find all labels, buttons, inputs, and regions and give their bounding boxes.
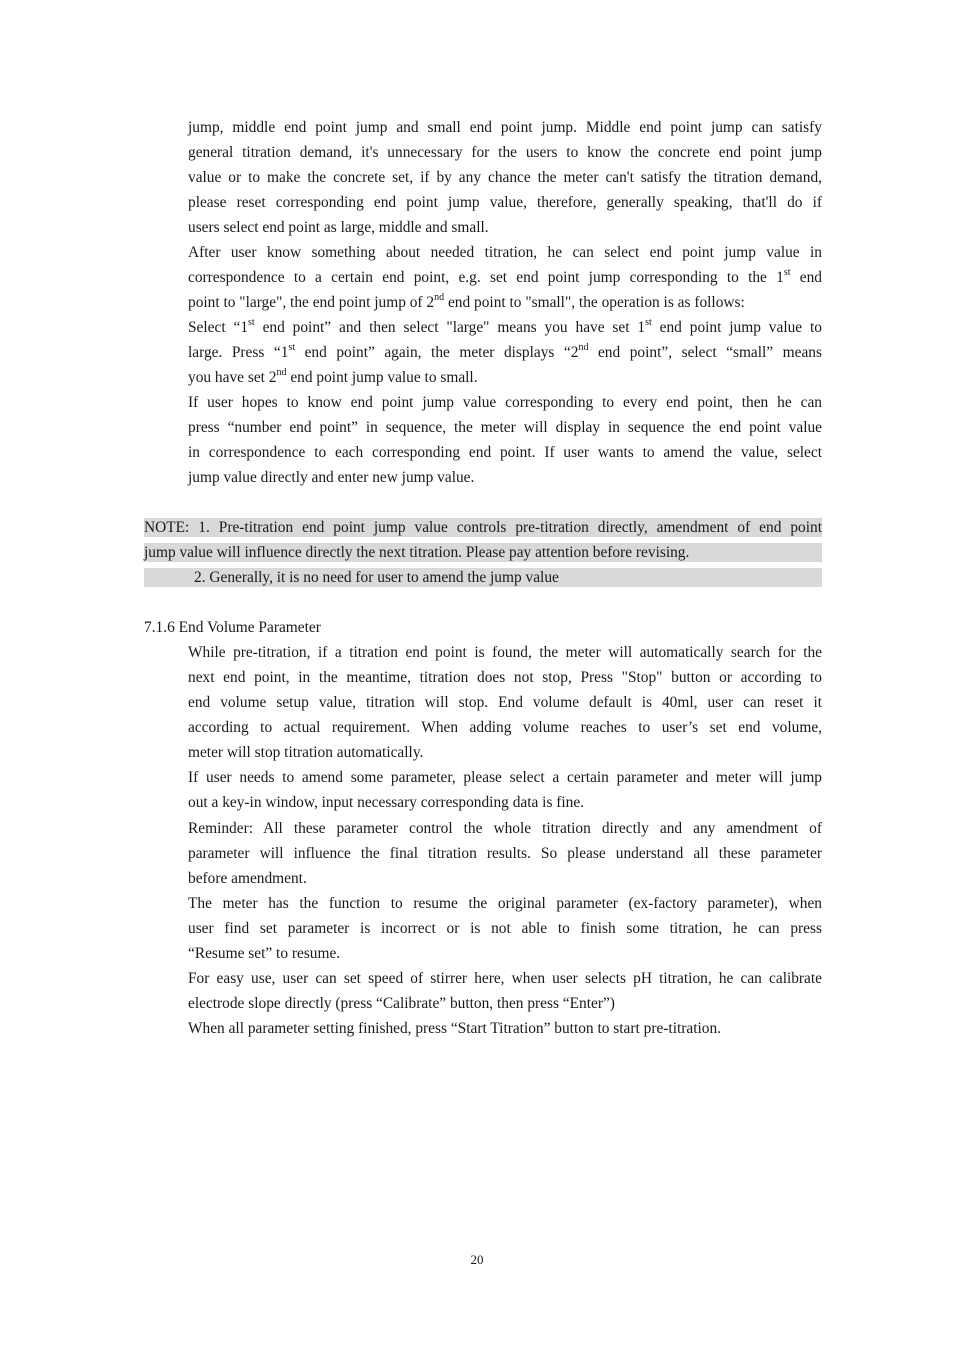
section-heading: 7.1.6 End Volume Parameter [144,619,321,636]
body-text-line: value or to make the concrete set, if by any chance the meter can't satisfy the titration demand, [188,169,822,186]
body-text-line: For easy use, user can set speed of stirrer here, when user selects pH titration, he can calibrate [188,970,822,987]
text-segment: end point” again, the meter displays “2 [295,344,579,361]
body-text-line: jump, middle end point jump and small end point jump. Middle end point jump can satisfy [188,119,822,136]
note-line: 2. Generally, it is no need for user to amend the jump value [144,568,822,587]
body-text-line: in correspondence to each corresponding end point. If user wants to amend the value, select [188,444,822,461]
body-text-line: jump value directly and enter new jump value. [188,469,475,486]
body-text-line: Reminder: All these parameter control the whole titration directly and any amendment of [188,820,822,837]
superscript: nd [578,341,589,353]
body-text-line: After user know something about needed titration, he can select end point jump value in [188,244,822,261]
superscript: st [645,316,652,328]
body-text-line: next end point, in the meantime, titration does not stop, Press "Stop" button or according to [188,669,822,686]
body-text-line: meter will stop titration automatically. [188,744,424,761]
text-segment: Select “1 [188,319,249,336]
body-text-line [188,268,822,287]
text-segment: end point jump value to small. [286,369,478,386]
body-text-line: general titration demand, it's unnecessary for the users to know the concrete end point jump [188,144,822,161]
superscript: st [288,341,296,353]
body-text-line: end volume setup value, titration will stop. End volume default is 40ml, user can reset it [188,694,822,711]
body-text-line: before amendment. [188,870,307,887]
text-segment: end point to "small", the operation is as follows: [444,294,745,311]
text-segment: end point” and then select "large" means you have set 1 [254,319,646,336]
body-text-line: While pre-titration, if a titration end point is found, the meter will automatically search for the [188,644,822,661]
body-text-line: If user hopes to know end point jump value corresponding to every end point, then he can [188,394,822,411]
note-line: NOTE: 1. Pre-titration end point jump value controls pre-titration directly, amendment of end point [144,519,822,536]
text-segment: large. Press “1 [188,344,289,361]
text-segment: end point”, select “small” means [588,344,822,361]
body-text-line: electrode slope directly (press “Calibrate” button, then press “Enter”) [188,995,615,1012]
body-text-line [188,293,822,312]
body-text-line: user find set parameter is incorrect or is not able to finish some titration, he can press [188,920,822,937]
text-segment: correspondence to a certain end point, e.g. set end point jump corresponding to the 1 [188,269,784,286]
text-segment: end point jump value to [651,319,822,336]
body-text-line: please reset corresponding end point jump value, therefore, generally speaking, that'll do if [188,194,822,211]
body-text-line: The meter has the function to resume the original parameter (ex-factory parameter), when [188,895,822,912]
superscript: st [248,316,255,328]
text-segment: point to "large", the end point jump of 2 [188,294,435,311]
body-text-line [188,343,822,362]
superscript: nd [276,366,287,378]
body-text-line [188,318,822,337]
note-line: jump value will influence directly the next titration. Please pay attention before revising. [144,543,822,562]
text-segment: you have set 2 [188,369,277,386]
body-text-line [188,368,822,387]
body-text-line: according to actual requirement. When adding volume reaches to user’s set end volume, [188,719,822,736]
body-text-line: parameter will influence the final titration results. So please understand all these parameter [188,845,822,862]
superscript: st [783,266,791,278]
body-text-line: When all parameter setting finished, press “Start Titration” button to start pre-titration. [188,1020,721,1037]
text-segment: end [790,269,822,286]
body-text-line: If user needs to amend some parameter, please select a certain parameter and meter will jump [188,769,822,786]
body-text-line: users select end point as large, middle and small. [188,219,489,236]
superscript: nd [434,291,445,303]
body-text-line: out a key-in window, input necessary corresponding data is fine. [188,794,585,811]
body-text-line: “Resume set” to resume. [188,945,341,962]
body-text-line: press “number end point” in sequence, the meter will display in sequence the end point value [188,419,822,436]
page-number: 20 [470,1252,484,1267]
